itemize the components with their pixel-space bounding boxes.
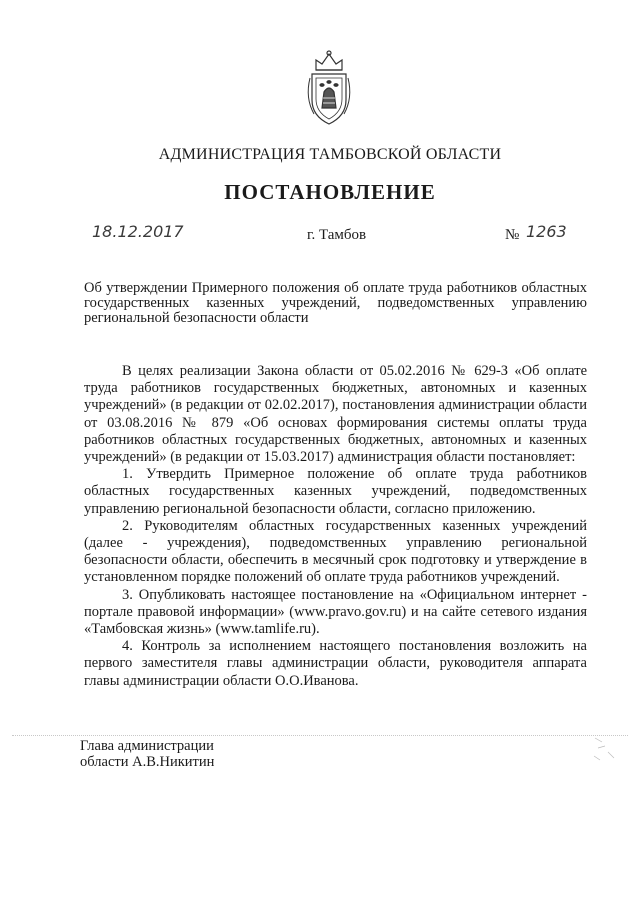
coat-of-arms-icon [302,48,356,128]
document-subject: Об утверждении Примерного положения об оплате труда работников областных государственных казенных учреждений, подведомственных управлению региональной безопасности области [84,280,587,326]
signature-title: Глава администрации [80,738,214,754]
document-city: г. Тамбов [307,227,367,243]
document-number-label: № [505,227,520,243]
document-date: 18.12.2017 [92,222,184,241]
body-item-4: 4. Контроль за исполнением настоящего постановления возложить на первого заместителя главы администрации области, руководителя аппарата главы администрации области О.О.Иванова. [84,638,587,689]
document-body [84,363,587,690]
document-number: 1263 [526,222,567,241]
body-item-3: 3. Опубликовать настоящее постановление на «Официальном интернет - портале правовой информации» (www.pravo.gov.ru) и на сайте сетевого издания «Тамбовская жизнь» (www.tamlife.ru). [84,586,587,638]
signature-name: области А.В.Никитин [80,754,215,770]
scan-artifact-icon [590,728,630,768]
organization-name: АДМИНИСТРАЦИЯ ТАМБОВСКОЙ ОБЛАСТИ [158,146,502,163]
document-type-title: ПОСТАНОВЛЕНИЕ [224,180,436,204]
body-preamble: В целях реализации Закона области от 05.02.2016 № 629-З «Об оплате труда работников государственных бюджетных, автономных и казенных учреждений» (в редакции от 02.02.2017), постановления администрации области от 03.08.2016 № 879 «Об основах формирования системы оплаты труда работников областных государственных бюджетных, автономных и казенных учреждений» (в редакции от 15.03.2017) администрация области постановляет: [84,363,587,466]
signature-block [80,738,214,770]
body-item-2: 2. Руководителям областных государственных казенных учреждений (далее - учреждения), подведомственных управлению региональной безопасности области, обеспечить в месячный срок подготовку и утверждение в установленном порядке положений об оплате труда работников учреждений. [84,517,587,586]
body-item-1: 1. Утвердить Примерное положение об оплате труда работников областных государственных казенных учреждений, подведомственных управлению региональной безопасности области, согласно приложению. [84,466,587,517]
